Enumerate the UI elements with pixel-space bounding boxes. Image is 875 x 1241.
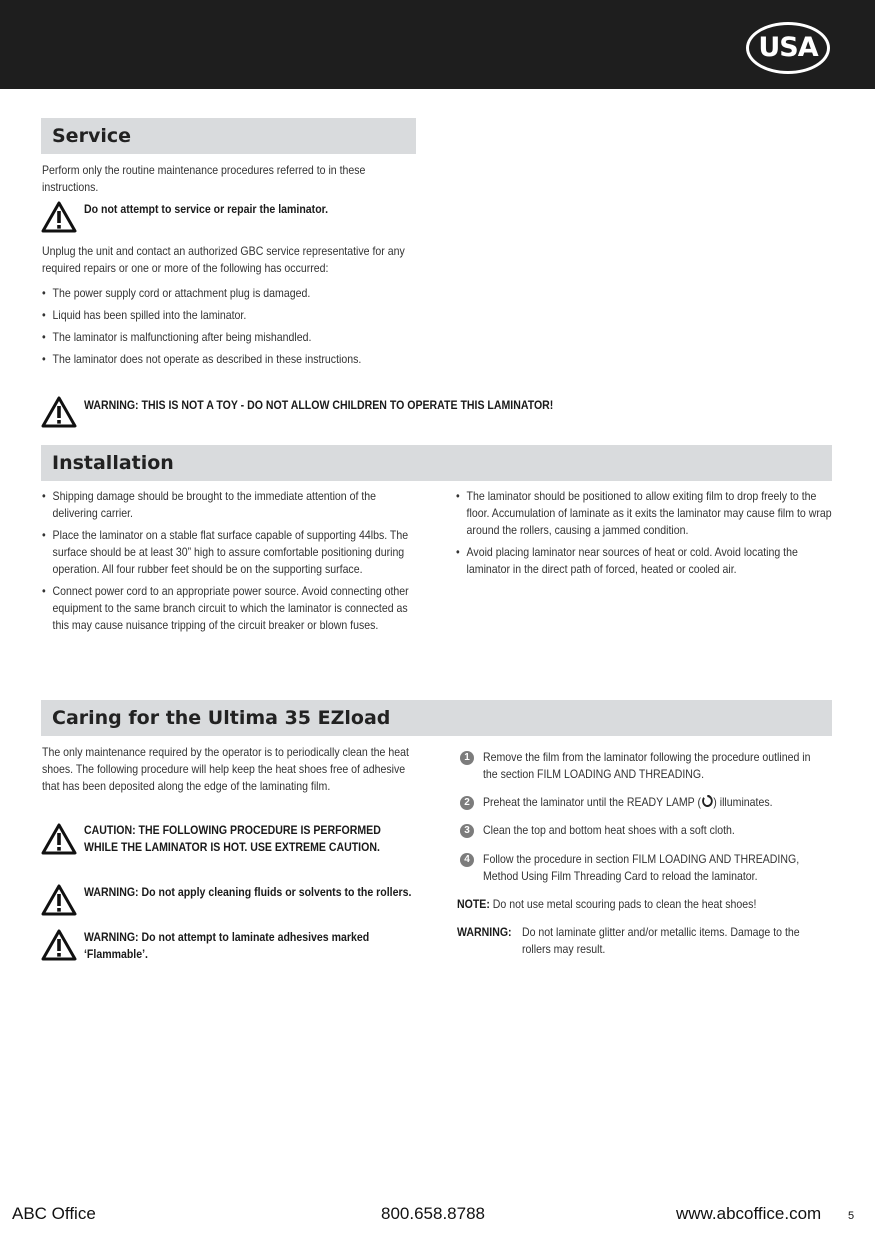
step-text: Clean the top and bottom heat shoes with a soft cloth. (483, 823, 735, 837)
note-label: NOTE: (457, 897, 490, 911)
step-text: Preheat the laminator until the READY LAMP ( ) illuminates. (483, 795, 773, 809)
list-item: • Connect power cord to an appropriate power source. Avoid connecting other equipment to the same branch circuit to which the laminator is connected as this may cause nuisance tripping of the circuit breaker or blown fuses. (42, 583, 418, 634)
list-item: • The laminator should be positioned to allow exiting film to drop freely to the floor. Accumulation of laminate as it exits the laminator may cause film to wrap around the rollers, causing a jammed condition. (456, 488, 832, 539)
warning-icon (41, 201, 77, 233)
list-item: • Avoid placing laminator near sources of heat or cold. Avoid locating the laminator in the direct path of forced, heated or cooled air. (456, 544, 832, 578)
caring-heading: Caring for the Ultima 35 EZload (41, 700, 832, 736)
service-bullet-list (42, 285, 412, 368)
list-item: • The laminator is malfunctioning after being mishandled. (42, 329, 412, 346)
warning-cleaning-fluids: WARNING: Do not apply cleaning fluids or solvents to the rollers. (84, 885, 412, 899)
service-unplug-text: Unplug the unit and contact an authorized GBC service representative for any required repairs or one or more of the following has occurred: (42, 244, 405, 275)
toy-warning: WARNING: THIS IS NOT A TOY - DO NOT ALLOW CHILDREN TO OPERATE THIS LAMINATOR! (84, 398, 554, 412)
list-item: • The laminator does not operate as described in these instructions. (42, 351, 412, 368)
step-text: Remove the film from the laminator following the procedure outlined in the section FILM LOADING AND THREADING. (483, 750, 811, 781)
step-number: 3 (460, 824, 474, 838)
caution-hot: CAUTION: THE FOLLOWING PROCEDURE IS PERFORMED WHILE THE LAMINATOR IS HOT. USE EXTREME CAUTION. (84, 823, 381, 854)
step-number: 2 (460, 796, 474, 810)
service-warning: Do not attempt to service or repair the laminator. (84, 202, 329, 216)
installation-heading: Installation (41, 445, 832, 481)
warning-icon (41, 929, 77, 961)
step-number: 1 (460, 751, 474, 765)
page-number: 5 (848, 1210, 855, 1222)
footer-company: ABC Office (12, 1204, 96, 1223)
step-number: 4 (460, 853, 474, 867)
warning-glitter-text: Do not laminate glitter and/or metallic items. Damage to the rollers may result. (522, 925, 800, 956)
installation-left-list (42, 488, 418, 634)
installation-right-list (456, 488, 832, 578)
warning-icon (41, 396, 77, 428)
usa-logo: USA (746, 22, 830, 74)
ready-lamp-icon (701, 794, 713, 808)
footer-website[interactable]: www.abcoffice.com (676, 1204, 822, 1223)
list-item: • Place the laminator on a stable flat surface capable of supporting 44lbs. The surface should be at least 30” high to assure comfortable positioning during operation. All four rubber feet should be on the supporting surface. (42, 527, 418, 578)
warning-flammable: WARNING: Do not attempt to laminate adhesives marked ‘Flammable’. (84, 930, 370, 961)
list-item: • Liquid has been spilled into the laminator. (42, 307, 412, 324)
warning-label: WARNING: (457, 925, 512, 939)
service-intro: Perform only the routine maintenance procedures referred to in these instructions. (42, 163, 366, 194)
warning-icon (41, 884, 77, 916)
service-heading: Service (41, 118, 416, 154)
list-item: • The power supply cord or attachment plug is damaged. (42, 285, 412, 302)
list-item: • Shipping damage should be brought to the immediate attention of the delivering carrier. (42, 488, 418, 522)
note: NOTE: Do not use metal scouring pads to clean the heat shoes! (457, 897, 757, 911)
step-text: Follow the procedure in section FILM LOADING AND THREADING, Method Using Film Threading Card to reload the laminator. (483, 852, 800, 883)
warning-icon (41, 823, 77, 855)
footer-phone: 800.658.8788 (381, 1204, 485, 1223)
header-bar (0, 0, 875, 89)
caring-intro: The only maintenance required by the operator is to periodically clean the heat shoes. The following procedure will help keep the heat shoes free of adhesive that has been deposited along the edge of the laminating film. (42, 745, 409, 793)
